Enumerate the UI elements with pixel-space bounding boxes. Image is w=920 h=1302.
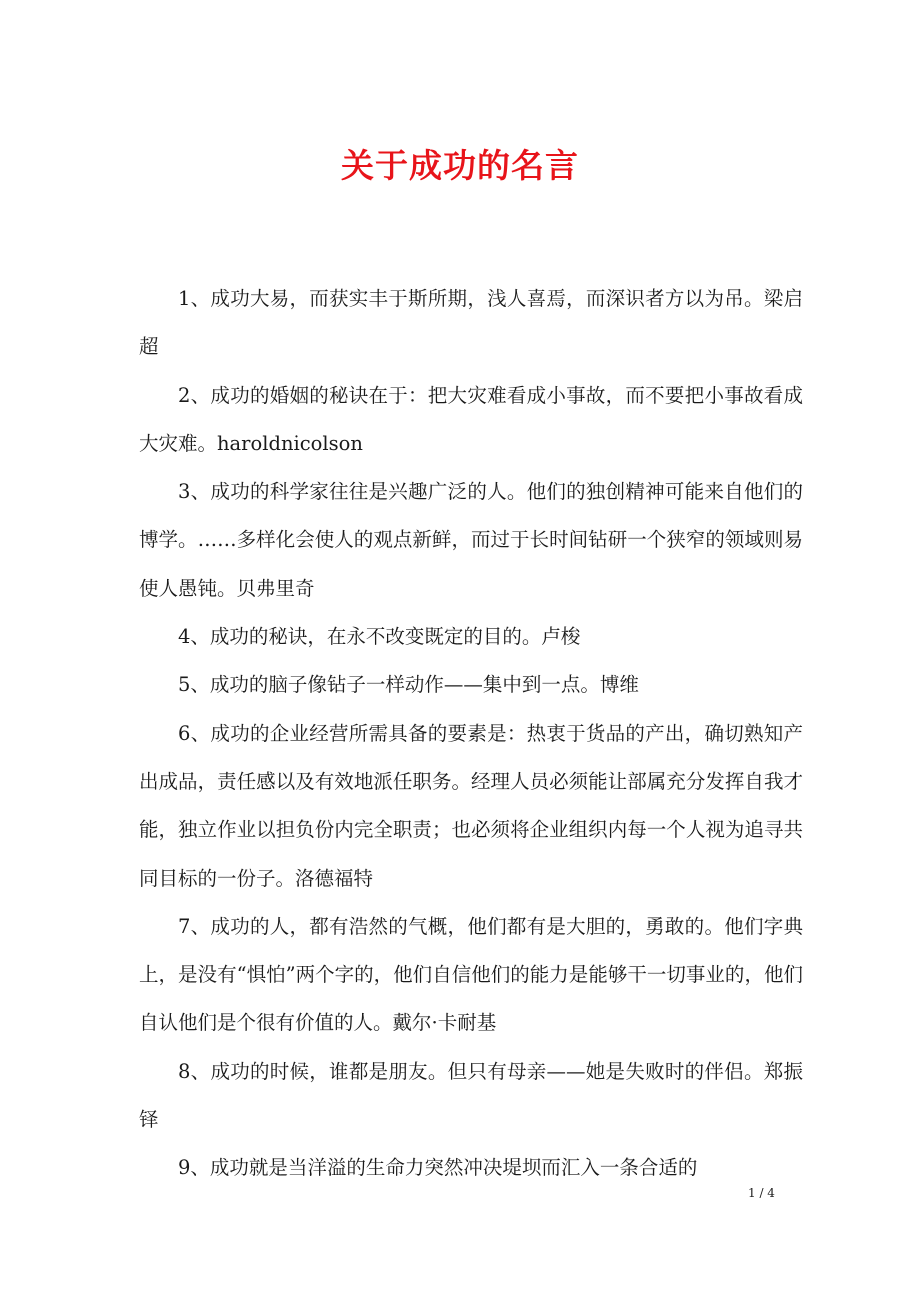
quote-paragraph-5: 5、成功的脑子像钻子一样动作——集中到一点。博维	[178, 673, 639, 697]
quote-paragraph-9: 9、成功就是当洋溢的生命力突然冲决堤坝而汇入一条合适的	[178, 1156, 698, 1180]
quote-paragraph-6: 6、成功的企业经营所需具备的要素是：热衷于货品的产出，确切熟知产出成品，责任感以及有效地派任职务。经理人员必须能让部属充分发挥自我才能，独立作业以担负份内完全职责；也必须将企业组织内每一个人视为追寻共同目标的一份子。洛德福特	[139, 721, 803, 890]
quote-paragraph-1: 1、成功大易，而获实丰于斯所期，浅人喜焉，而深识者方以为吊。梁启超	[139, 287, 803, 359]
document-body	[139, 275, 803, 1193]
page-number: 1 / 4	[748, 1186, 775, 1200]
quote-paragraph-3: 3、成功的科学家往往是兴趣广泛的人。他们的独创精神可能来自他们的博学。……多样化会使人的观点新鲜，而过于长时间钻研一个狭窄的领域则易使人愚钝。贝弗里奇	[139, 480, 803, 600]
document-title: 关于成功的名言	[341, 146, 579, 185]
quote-paragraph-8: 8、成功的时候，谁都是朋友。但只有母亲——她是失败时的伴侣。郑振铎	[139, 1059, 803, 1132]
quote-paragraph-2: 2、成功的婚姻的秘诀在于：把大灾难看成小事故，而不要把小事故看成大灾难。haroldnicolson	[139, 383, 803, 455]
quote-paragraph-7: 7、成功的人，都有浩然的气概，他们都有是大胆的，勇敢的。他们字典上，是没有“惧怕”两个字的，他们自信他们的能力是能够干一切事业的，他们自认他们是个很有价值的人。戴尔·卡耐基	[139, 914, 803, 1035]
quote-paragraph-4: 4、成功的秘诀，在永不改变既定的目的。卢梭	[178, 625, 581, 649]
